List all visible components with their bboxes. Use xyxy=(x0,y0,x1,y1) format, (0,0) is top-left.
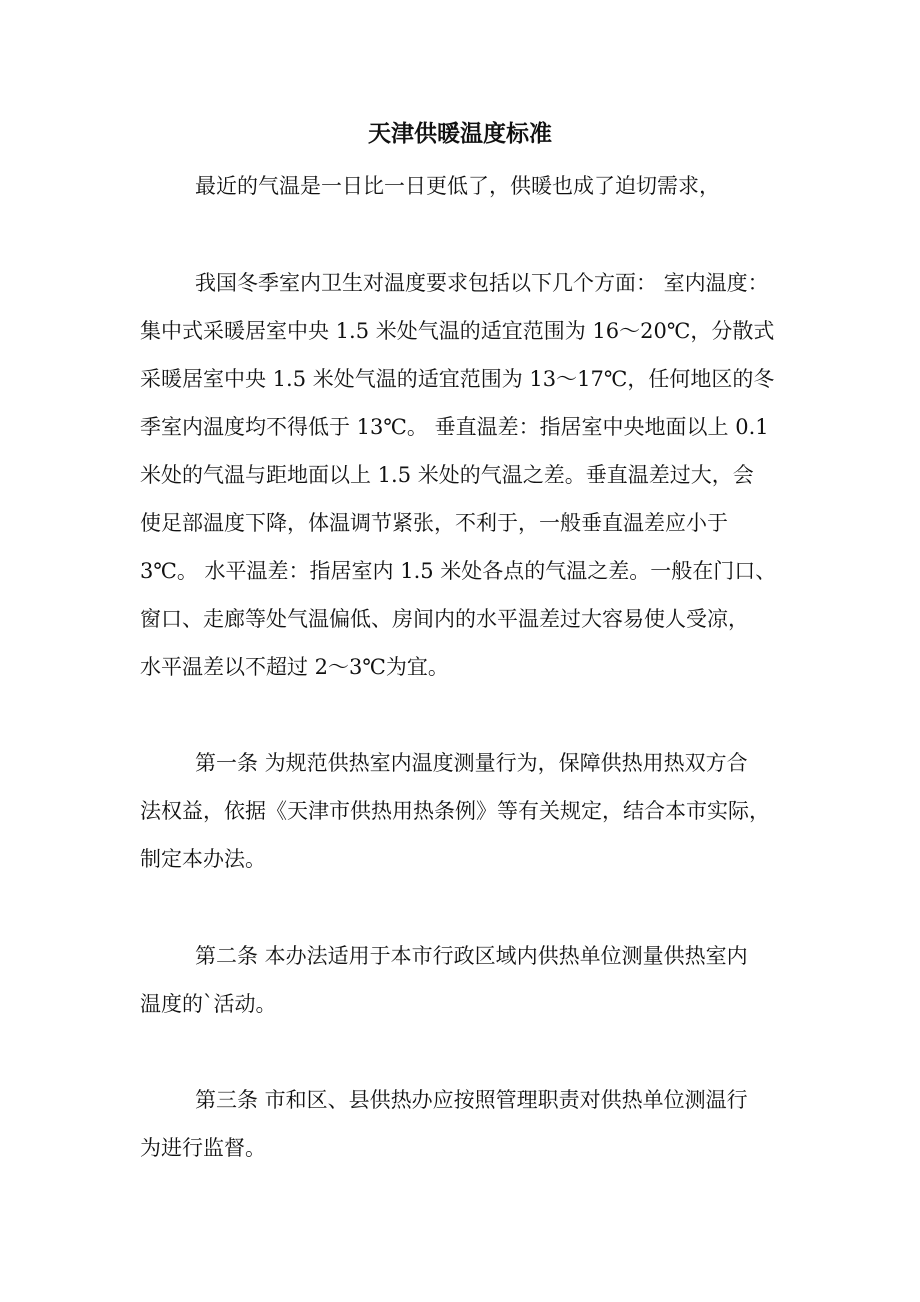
paragraph-line: 3℃。 水平温差：指居室内 1.5 米处各点的气温之差。一般在门口、 xyxy=(140,559,777,583)
paragraph-line: 第二条 本办法适用于本市行政区域内供热单位测量供热室内 xyxy=(195,944,748,968)
paragraph-line: 集中式采暖居室中央 1.5 米处气温的适宜范围为 16～20℃，分散式 xyxy=(140,319,775,343)
paragraph-line: 窗口、走廊等处气温偏低、房间内的水平温差过大容易使人受凉， xyxy=(140,607,749,631)
paragraph-line: 采暖居室中央 1.5 米处气温的适宜范围为 13～17℃，任何地区的冬 xyxy=(140,367,775,391)
intro-line: 最近的气温是一日比一日更低了，供暖也成了迫切需求， xyxy=(195,174,720,198)
paragraph-line: 季室内温度均不得低于 13℃。 垂直温差：指居室中央地面以上 0.1 xyxy=(140,415,769,439)
paragraph-line: 使足部温度下降，体温调节紧张，不利于，一般垂直温差应小于 xyxy=(140,511,728,535)
paragraph-line: 法权益，依据《天津市供热用热条例》等有关规定，结合本市实际， xyxy=(140,799,770,823)
paragraph-line: 水平温差以不超过 2～3℃为宜。 xyxy=(140,655,449,679)
paragraph-line: 第一条 为规范供热室内温度测量行为，保障供热用热双方合 xyxy=(195,751,748,775)
document-title: 天津供暖温度标准 xyxy=(368,120,552,147)
paragraph-line: 为进行监督。 xyxy=(140,1136,266,1160)
paragraph-line: 第三条 市和区、县供热办应按照管理职责对供热单位测温行 xyxy=(195,1088,748,1112)
paragraph-line: 我国冬季室内卫生对温度要求包括以下几个方面： 室内温度： xyxy=(195,271,769,295)
paragraph-line: 制定本办法。 xyxy=(140,847,266,871)
paragraph-line: 温度的`活动。 xyxy=(140,992,277,1016)
paragraph-line: 米处的气温与距地面以上 1.5 米处的气温之差。垂直温差过大，会 xyxy=(140,463,754,487)
